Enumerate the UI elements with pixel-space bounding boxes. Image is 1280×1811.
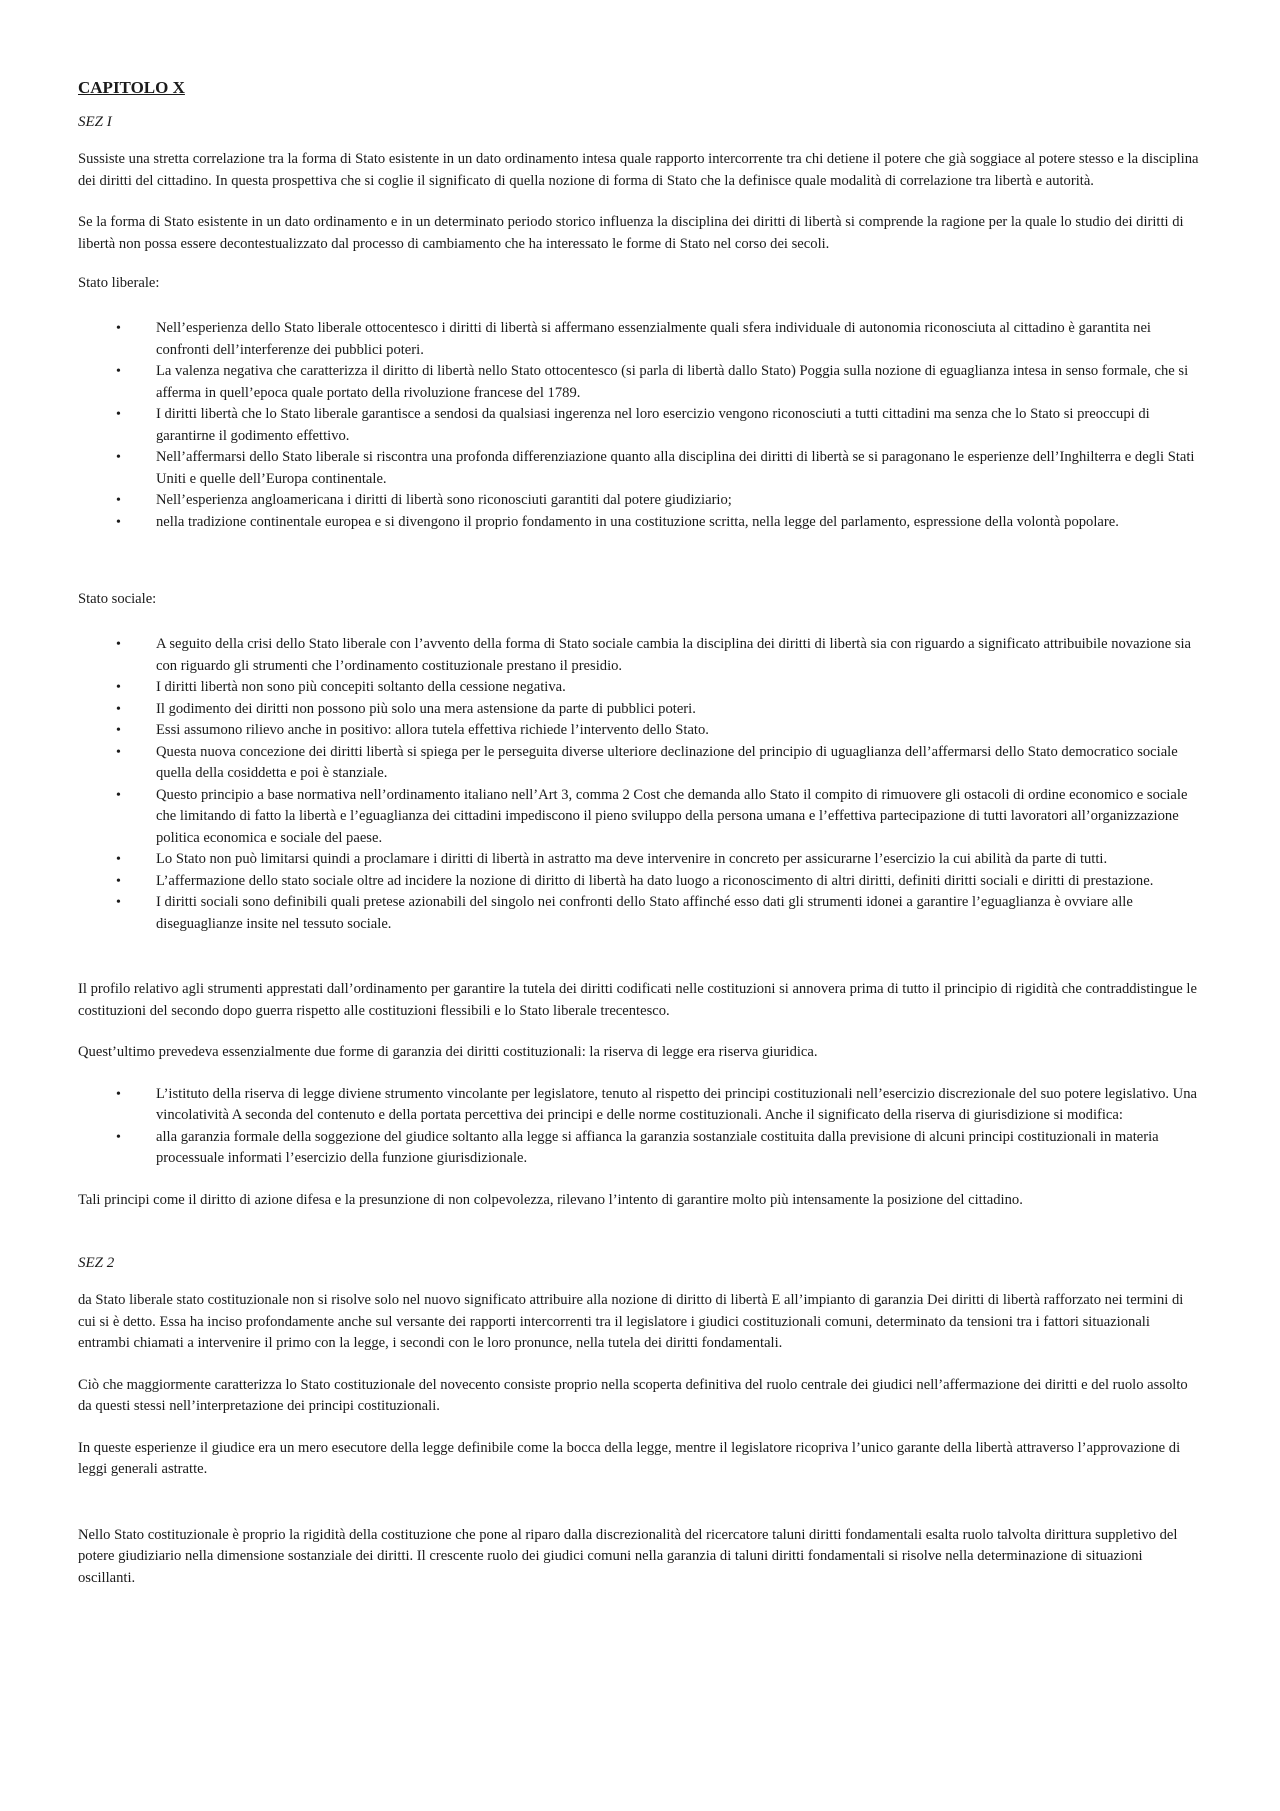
spacer (78, 1501, 1202, 1525)
list-item (78, 1127, 1202, 1170)
liberal-bullet-list (78, 318, 1202, 533)
social-bullet-list (78, 634, 1202, 935)
paragraph: Quest’ultimo prevedeva essenzialmente due forme di garanzia dei diritti costituzionali: la riserva di legge era riserva giuridica. (78, 1044, 818, 1060)
list-item (78, 634, 1202, 677)
bullet-icon: • (116, 364, 121, 379)
bullet-icon: • (116, 637, 121, 652)
list-item-text: I diritti sociali sono definibili quali pretese azionabili del singolo nei confronti dello Stato affinché esso dati gli strumenti idonei a garantire l’eguaglianza è ovviare alle diseguaglianze insite nel tessuto sociale. (156, 894, 1133, 932)
list-item-text: Nell’affermarsi dello Stato liberale si riscontra una profonda differenziazione quanto alla disciplina dei diritti di libertà se si paragonano le esperienze dell’Inghilterra e degli Stati Uniti e quelle dell’Europa continentale. (156, 449, 1195, 487)
subsection-label-liberal: Stato liberale: (78, 275, 160, 291)
list-item (78, 742, 1202, 785)
list-item (78, 785, 1202, 850)
subsection-label-social: Stato sociale: (78, 591, 157, 607)
section-heading-1: SEZ I (78, 114, 112, 130)
list-item (78, 720, 1202, 742)
guarantee-bullet-list (78, 1084, 1202, 1170)
list-item (78, 892, 1202, 935)
bullet-icon: • (116, 680, 121, 695)
list-item (78, 871, 1202, 893)
bullet-icon: • (116, 895, 121, 910)
section-heading-2: SEZ 2 (78, 1255, 115, 1271)
chapter-title: CAPITOLO X (78, 78, 185, 97)
list-item-text: Lo Stato non può limitarsi quindi a proclamare i diritti di libertà in astratto ma deve intervenire in concreto per assicurarne l’esercizio la cui abilità da parte di tutti. (156, 851, 1108, 867)
list-item (78, 318, 1202, 361)
list-item-text: Questa nuova concezione dei diritti libertà si spiega per le perseguita diverse ulteriore declinazione del principio di uguaglianza dell’affermarsi dello Stato democratico sociale quella della cosiddetta e poi è stanziale. (156, 743, 1178, 781)
bullet-icon: • (116, 450, 121, 465)
bullet-icon: • (116, 1129, 121, 1145)
list-item (78, 677, 1202, 699)
bullet-icon: • (116, 744, 121, 760)
paragraph: Sussiste una stretta correlazione tra la forma di Stato esistente in un dato ordinamento intesa quale rapporto intercorrente tra chi detiene il potere che già soggiace al potere stesso e la disciplina dei diritti del cittadino. In questa prospettiva che si coglie il significato di quella nozione di forma di Stato che la definisce quale modalità di correlazione tra libertà e autorità. (78, 151, 1199, 189)
list-item-text: L’affermazione dello stato sociale oltre ad incidere la nozione di diritto di libertà ha dato luogo a riconoscimento di altri diritti, definiti diritti sociali e diritti di prestazione. (156, 872, 1154, 889)
bullet-icon: • (116, 321, 121, 336)
bullet-icon: • (116, 701, 121, 717)
paragraph: Ciò che maggiormente caratterizza lo Stato costituzionale del novecento consiste proprio nella scoperta definitiva del ruolo centrale dei giudici nell’affermazione dei diritti e del ruolo assolto da questi stessi nell’interpretazione dei principi costituzionali. (78, 1376, 1188, 1414)
paragraph: In queste esperienze il giudice era un mero esecutore della legge definibile come la bocca della legge, mentre il legislatore ricopriva l’unico garante della libertà attraverso l’approvazione di leggi generali astratte. (78, 1439, 1181, 1477)
spacer (78, 1231, 1202, 1255)
spacer (78, 553, 1202, 591)
spacer (78, 955, 1202, 979)
list-item-text: alla garanzia formale della soggezione del giudice soltanto alla legge si affianca la garanzia sostanziale costituita dalla previsione di alcuni principi costituzionali in materia processuale informati l’esercizio della funzione giurisdizionale. (156, 1128, 1159, 1166)
list-item (78, 512, 1202, 534)
list-item (78, 447, 1202, 490)
list-item-text: A seguito della crisi dello Stato liberale con l’avvento della forma di Stato sociale cambia la disciplina dei diritti di libertà sia con riguardo a significato attribuibile novazione sia con riguardo gli strumenti che l’ordinamento costituzionale prestano il presidio. (156, 636, 1192, 674)
paragraph: da Stato liberale stato costituzionale non si risolve solo nel nuovo significato attribuire alla nozione di diritto di libertà E all’impianto di garanzia Dei diritti di libertà rafforzato nei termini di cui si è detto. Essa ha inciso profondamente anche sul versante dei rapporti intercorrenti tra il legislatore i giudici costituzionali comuni, determinato da tensioni tra i fattori situazionali entrambi chiamati a intervenire il primo con la legge, i secondi con le loro pronunce, nella tutela dei diritti fondamentali. (78, 1292, 1184, 1351)
paragraph: Il profilo relativo agli strumenti apprestati dall’ordinamento per garantire la tutela dei diritti codificati nelle costituzioni si annovera prima di tutto il principio di rigidità che contraddistingue le costituzioni del secondo dopo guerra rispetto alle costituzioni flessibili e lo Stato liberale trecentesco. (78, 981, 1197, 1019)
list-item-text: Il godimento dei diritti non possono più solo una mera astensione da parte di pubblici poteri. (156, 700, 696, 717)
paragraph: Tali principi come il diritto di azione difesa e la presunzione di non colpevolezza, rilevano l’intento di garantire molto più intensamente la posizione del cittadino. (78, 1191, 1023, 1208)
list-item-text: I diritti libertà non sono più concepiti soltanto della cessione negativa. (156, 679, 566, 695)
bullet-icon: • (116, 1086, 121, 1102)
list-item-text: Questo principio a base normativa nell’ordinamento italiano nell’Art 3, comma 2 Cost che demanda allo Stato il compito di rimuovere gli ostacoli di ordine economico e sociale che limitando di fatto la libertà e l’eguaglianza dei cittadini impediscono il pieno sviluppo della persona umana e l’effettiva partecipazione di tutti lavoratori all’organizzazione politica economica e sociale del paese. (156, 786, 1188, 846)
list-item (78, 849, 1202, 871)
list-item (78, 361, 1202, 404)
list-item (78, 1084, 1202, 1127)
list-item-text: Nell’esperienza angloamericana i diritti di libertà sono riconosciuti garantiti dal potere giudiziario; (156, 492, 732, 508)
paragraph: Nello Stato costituzionale è proprio la rigidità della costituzione che pone al riparo dalla discrezionalità del ricercatore taluni diritti fondamentali esalta ruolo talvolta dirittura suppletivo del potere giudiziario nella dimensione sostanziale dei diritti. Il crescente ruolo dei giudici comuni nella garanzia di taluni diritti fondamentali si risolve nella determinazione di situazioni oscillanti. (78, 1526, 1178, 1586)
list-item-text: Nell’esperienza dello Stato liberale ottocentesco i diritti di libertà si affermano essenzialmente quali sfera individuale di autonomia riconosciuta al cittadino è garantita nei confronti dell’interferenze dei pubblici poteri. (156, 320, 1151, 358)
bullet-icon: • (116, 723, 121, 738)
bullet-icon: • (116, 407, 121, 422)
bullet-icon: • (116, 493, 121, 508)
bullet-icon: • (116, 514, 121, 530)
list-item (78, 699, 1202, 721)
list-item-text: La valenza negativa che caratterizza il diritto di libertà nello Stato ottocentesco (si parla di libertà dallo Stato) Poggia sulla nozione di eguaglianza intesa in senso formale, che si afferma in quell’epoca quale portato della rivoluzione francese del 1789. (156, 363, 1189, 401)
list-item-text: Essi assumono rilievo anche in positivo: allora tutela effettiva richiede l’intervento dello Stato. (156, 722, 709, 738)
bullet-icon: • (116, 852, 121, 867)
bullet-icon: • (116, 787, 121, 803)
list-item (78, 490, 1202, 512)
document-page (78, 78, 1202, 1609)
list-item-text: nella tradizione continentale europea e si divengono il proprio fondamento in una costituzione scritta, nella legge del parlamento, espressione della volontà popolare. (156, 513, 1119, 530)
list-item (78, 404, 1202, 447)
bullet-icon: • (116, 873, 121, 889)
list-item-text: I diritti libertà che lo Stato liberale garantisce a sendosi da qualsiasi ingerenza nel loro esercizio vengono riconosciuti a tutti cittadini ma senza che lo Stato si preoccupi di garantirne il godimento effettivo. (156, 406, 1150, 444)
list-item-text: L’istituto della riserva di legge diviene strumento vincolante per legislatore, tenuto al rispetto dei principi costituzionali nell’esercizio discrezionale del suo potere legislativo. Una vincolatività A seconda del contenuto e della portata percettiva dei principi e delle norme costituzionali. Anche il significato della riserva di giurisdizione si modifica: (156, 1085, 1197, 1123)
paragraph: Se la forma di Stato esistente in un dato ordinamento e in un determinato periodo storico influenza la disciplina dei diritti di libertà si comprende la ragione per la quale lo studio dei diritti di libertà non possa essere decontestualizzato dal processo di cambiamento che ha interessato le forme di Stato nel corso dei secoli. (78, 214, 1184, 252)
